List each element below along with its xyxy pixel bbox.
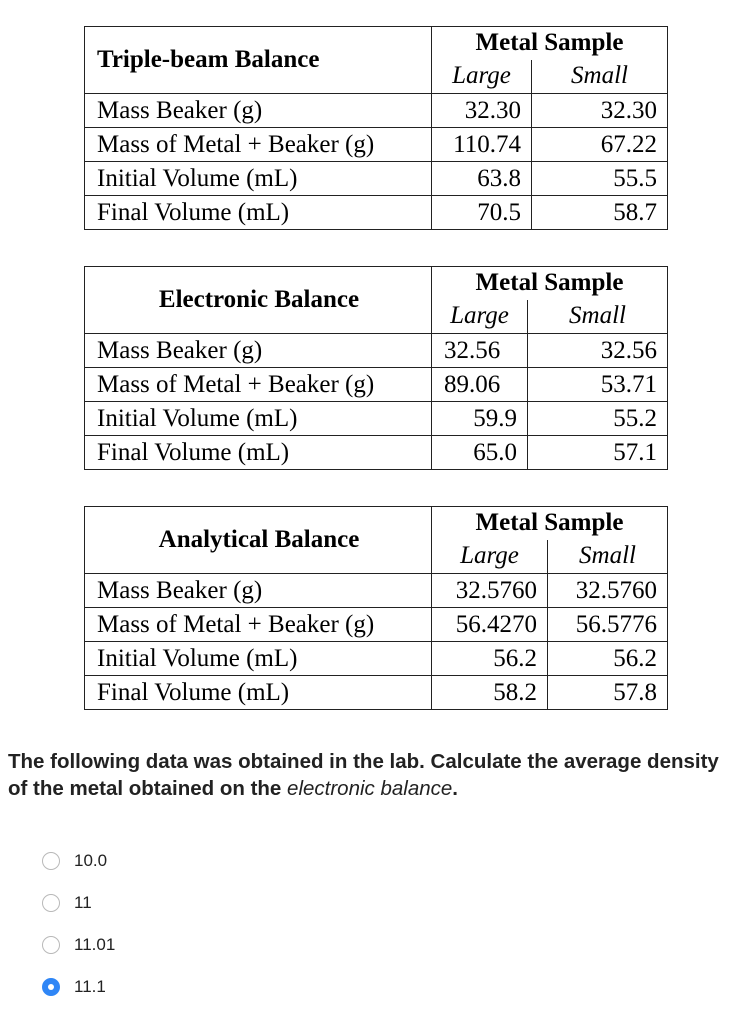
large-value: 32.5760 bbox=[432, 574, 548, 608]
row-label: Initial Volume (mL) bbox=[85, 402, 432, 436]
table-row bbox=[85, 436, 668, 470]
radio-button[interactable] bbox=[42, 894, 60, 912]
triple-beam-table bbox=[84, 26, 668, 230]
table-row bbox=[85, 94, 668, 128]
table-row bbox=[85, 402, 668, 436]
option-label[interactable]: 11 bbox=[74, 893, 92, 912]
row-label: Final Volume (mL) bbox=[85, 676, 432, 710]
table-row bbox=[85, 128, 668, 162]
table-row bbox=[85, 676, 668, 710]
large-header: Large bbox=[432, 300, 528, 334]
small-value: 32.5760 bbox=[548, 574, 668, 608]
large-value: 56.4270 bbox=[432, 608, 548, 642]
row-label: Final Volume (mL) bbox=[85, 436, 432, 470]
small-value: 56.5776 bbox=[548, 608, 668, 642]
large-value: 32.56 bbox=[432, 334, 528, 368]
row-label: Mass of Metal + Beaker (g) bbox=[85, 608, 432, 642]
small-value: 55.5 bbox=[532, 162, 668, 196]
metal-sample-header: Metal Sample bbox=[432, 267, 668, 300]
table-row bbox=[85, 642, 668, 676]
small-value: 55.2 bbox=[528, 402, 668, 436]
small-header: Small bbox=[548, 540, 668, 574]
table-row bbox=[85, 196, 668, 230]
analytical-balance-table bbox=[84, 506, 668, 710]
large-value: 89.06 bbox=[432, 368, 528, 402]
row-label: Mass Beaker (g) bbox=[85, 334, 432, 368]
small-value: 32.56 bbox=[528, 334, 668, 368]
small-header: Small bbox=[528, 300, 668, 334]
metal-sample-header: Metal Sample bbox=[432, 27, 668, 60]
electronic-balance-table bbox=[84, 266, 668, 470]
metal-sample-header: Metal Sample bbox=[432, 507, 668, 540]
radio-button[interactable] bbox=[42, 978, 60, 996]
row-label: Initial Volume (mL) bbox=[85, 642, 432, 676]
large-value: 59.9 bbox=[432, 402, 528, 436]
large-value: 32.30 bbox=[432, 94, 532, 128]
radio-button[interactable] bbox=[42, 936, 60, 954]
row-label: Mass Beaker (g) bbox=[85, 574, 432, 608]
table-row bbox=[85, 162, 668, 196]
large-header: Large bbox=[432, 540, 548, 574]
large-value: 56.2 bbox=[432, 642, 548, 676]
row-label: Mass Beaker (g) bbox=[85, 94, 432, 128]
large-value: 63.8 bbox=[432, 162, 532, 196]
row-label: Initial Volume (mL) bbox=[85, 162, 432, 196]
option-label[interactable]: 11.01 bbox=[74, 935, 116, 954]
table-title: Triple-beam Balance bbox=[85, 27, 432, 94]
table-row bbox=[85, 334, 668, 368]
small-value: 32.30 bbox=[532, 94, 668, 128]
question-prefix: The following data was obtained in the lab. Calculate the average density of the metal obtained on the bbox=[8, 750, 719, 800]
table-title: Electronic Balance bbox=[85, 267, 432, 334]
table-row bbox=[85, 574, 668, 608]
answer-option[interactable] bbox=[42, 924, 115, 966]
radio-button[interactable] bbox=[42, 852, 60, 870]
large-value: 58.2 bbox=[432, 676, 548, 710]
question-emphasis: electronic balance bbox=[287, 777, 453, 800]
row-label: Final Volume (mL) bbox=[85, 196, 432, 230]
small-value: 56.2 bbox=[548, 642, 668, 676]
large-value: 110.74 bbox=[432, 128, 532, 162]
small-value: 58.7 bbox=[532, 196, 668, 230]
small-value: 57.1 bbox=[528, 436, 668, 470]
option-label[interactable]: 11.1 bbox=[74, 977, 106, 996]
option-label[interactable]: 10.0 bbox=[74, 851, 108, 870]
row-label: Mass of Metal + Beaker (g) bbox=[85, 368, 432, 402]
table-row bbox=[85, 608, 668, 642]
answer-option[interactable] bbox=[42, 966, 115, 1008]
table-title: Analytical Balance bbox=[85, 507, 432, 574]
answer-option[interactable] bbox=[42, 882, 115, 924]
table-row bbox=[85, 368, 668, 402]
answer-option[interactable] bbox=[42, 840, 115, 882]
answer-options bbox=[42, 840, 115, 1008]
large-value: 65.0 bbox=[432, 436, 528, 470]
question-suffix: . bbox=[452, 777, 458, 800]
small-value: 67.22 bbox=[532, 128, 668, 162]
large-header: Large bbox=[432, 60, 532, 94]
row-label: Mass of Metal + Beaker (g) bbox=[85, 128, 432, 162]
small-header: Small bbox=[532, 60, 668, 94]
large-value: 70.5 bbox=[432, 196, 532, 230]
small-value: 57.8 bbox=[548, 676, 668, 710]
small-value: 53.71 bbox=[528, 368, 668, 402]
question-text bbox=[8, 748, 738, 802]
